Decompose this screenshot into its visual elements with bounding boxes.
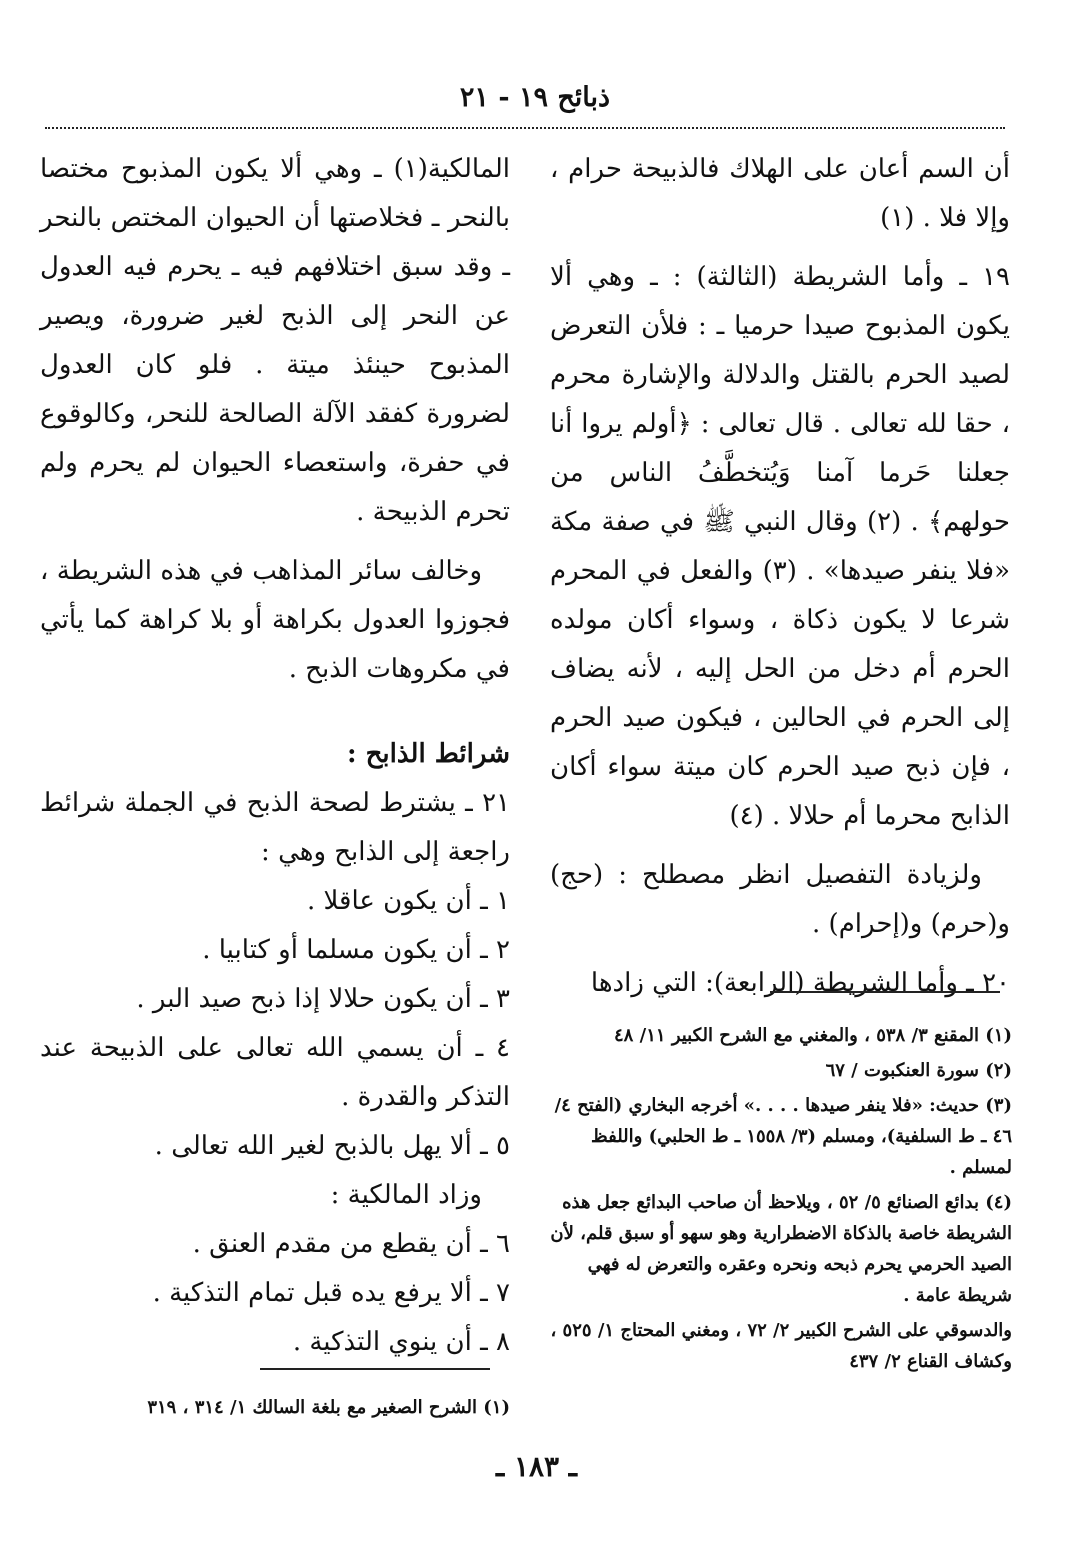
header-dotted-rule bbox=[45, 127, 1005, 129]
footnote-right-1: (١) المقنع ٣/ ٥٣٨ ، والمغني مع الشرح الكبير ١١/ ٤٨ bbox=[614, 1025, 1012, 1046]
page-number: ـ ١٨٣ ـ bbox=[495, 1450, 578, 1483]
list-item: ٧ ـ ألا يرفع يده قبل تمام التذكية . bbox=[152, 1278, 510, 1308]
list-item: ٢ ـ أن يكون مسلما أو كتابيا . bbox=[202, 935, 510, 965]
paragraph-poison: أن السم أعان على الهلاك فالذبيحة حرام ، وإلا فلا . (١) bbox=[550, 154, 1010, 233]
spacer bbox=[40, 704, 510, 730]
footnote-right-4: (٤) بدائع الصنائع ٥/ ٥٢ ، ويلاحظ أن صاحب البدائع جعل هذه الشريطة خاصة بالذكاة الاضطرارية وهو سهو أو سبق قلم، لأن الصيد الحرمي يحرم ذبحه ونحره وعقره والتعرض له فهي شريطة عامة . bbox=[550, 1192, 1012, 1306]
list-item: ٦ ـ أن يقطع من مقدم العنق . bbox=[192, 1229, 510, 1259]
running-header: ذبائح ١٩ - ٢١ bbox=[459, 82, 611, 113]
list-item: ٤ ـ أن يسمي الله تعالى على الذبيحة عند التذكر والقدرة . bbox=[40, 1033, 510, 1112]
list-item: ٨ ـ أن ينوي التذكية . bbox=[292, 1327, 510, 1357]
paragraph-more-detail: ولزيادة التفصيل انظر مصطلح : (حج) و(حرم) و(إحرام) . bbox=[550, 860, 1010, 939]
footnote-rule-left bbox=[260, 1368, 490, 1370]
section-heading: شرائط الذابح : bbox=[346, 739, 510, 769]
footnote-left-1: (١) الشرح الصغير مع بلغة السالك ١/ ٣١٤ ، ٣١٩ bbox=[147, 1397, 510, 1418]
footnote-right-3: (٣) حديث: «فلا ينفر صيدها . . . .» أخرجه البخاري (الفتح ٤/ ٤٦ ـ ط السلفية)، ومسلم (٣/ ١٥٥٨ ـ ط الحلبي) واللفظ لمسلم . bbox=[554, 1095, 1012, 1178]
paragraph-19-haram-game: ١٩ ـ وأما الشريطة (الثالثة) : ـ وهي ألا يكون المذبوح صيدا حرميا ـ : فلأن التعرض لصيد الحرم بالقتل والدلالة والإشارة محرم ، حقا لله تعالى . قال تعالى : ﴿أولم يروا أنا جعلنا حَرما آمنا وَيُتخطَّفُ الناس من حولهم﴾ . (٢) وقال النبي ﷺ في صفة مكة «فلا ينفر صيدها» . (٣) والفعل في المحرم شرعا لا يكون ذكاة ، وسواء أكان مولده الحرم أم دخل من الحل إليه ، لأنه يضاف إلى الحرم في الحالين ، فيكون صيد الحرم ، فإن ذبح صيد الحرم كان ميتة سواء أكان الذابح محرما أم حلالا . (٤) bbox=[550, 262, 1011, 831]
left-column bbox=[40, 145, 510, 1367]
maliki-intro: وزاد المالكية : bbox=[330, 1180, 482, 1210]
list-item: ١ ـ أن يكون عاقلا . bbox=[307, 886, 510, 916]
list-item: ٣ ـ أن يكون حلالا إذا ذبح صيد البر . bbox=[136, 984, 510, 1014]
footnotes-right bbox=[550, 1020, 1012, 1381]
conditions-list bbox=[40, 877, 510, 1367]
paragraph-maliki-nahr: المالكية(١) ـ وهي ألا يكون المذبوح مختصا بالنحر ـ فخلاصتها أن الحيوان المختص بالنحر ـ وقد سبق اختلافهم فيه ـ يحرم فيه العدول عن النحر إلى الذبح لغير ضرورة، ويصير المذبوح حينئذ ميتة . فلو كان العدول لضرورة كفقد الآلة الصالحة للنحر، وكالوقوع في حفرة، واستعصاء الحيوان لم يحرم ولم تحرم الذبيحة . bbox=[40, 154, 510, 527]
footnotes-left bbox=[40, 1392, 510, 1427]
list-item: ٥ ـ ألا يهل بالذبح لغير الله تعالى . bbox=[154, 1131, 510, 1161]
section-intro: ٢١ ـ يشترط لصحة الذبح في الجملة شرائط راجعة إلى الذابح وهي : bbox=[40, 788, 510, 867]
paragraph-other-schools: وخالف سائر المذاهب في هذه الشريطة ، فجوزوا العدول بكراهة أو بلا كراهة كما يأتي في مكروهات الذبح . bbox=[40, 556, 510, 684]
paragraph-20-start: ٢٠ ـ وأما الشريطة (الرابعة): التي زادها bbox=[590, 968, 1010, 998]
footnote-right-2: (٢) سورة العنكبوت / ٦٧ bbox=[825, 1060, 1012, 1081]
footnote-rule-right bbox=[770, 991, 1000, 993]
footnote-right-5: والدسوقي على الشرح الكبير ٢/ ٧٢ ، ومغني المحتاج ١/ ٥٢٥ ، وكشاف القناع ٢/ ٤٣٧ bbox=[550, 1320, 1012, 1372]
right-column bbox=[550, 145, 1010, 1018]
